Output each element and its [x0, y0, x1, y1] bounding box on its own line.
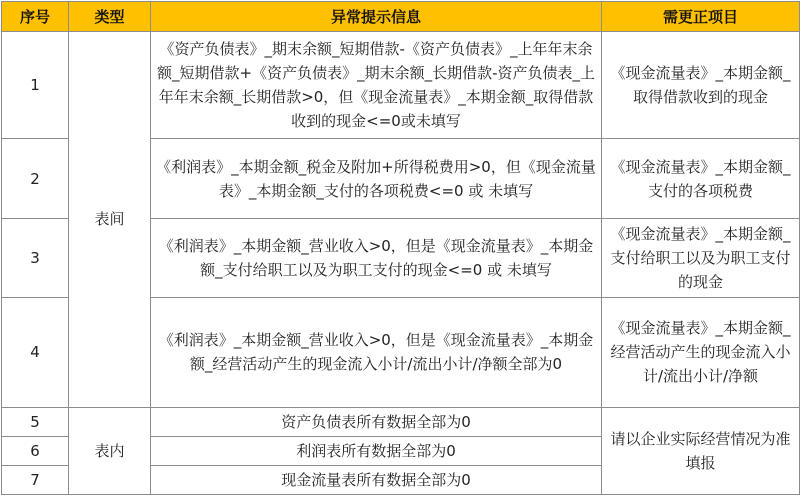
row-message: 《利润表》_本期金额_营业收入>0，但是《现金流量表》_本期金额_经营活动产生的现金流入小计/流出小计/净额全部为0: [151, 298, 602, 407]
row-message: 利润表所有数据全部为0: [151, 436, 602, 465]
row-message: 现金流量表所有数据全部为0: [151, 465, 602, 494]
row-fix-item: 《现金流量表》_本期金额_支付的各项税费: [602, 139, 800, 218]
row-seq: 6: [2, 436, 69, 465]
row-fix-item: 《现金流量表》_本期金额_支付给职工以及为职工支付的现金: [602, 218, 800, 297]
table-row: [2, 32, 800, 139]
header-message: 异常提示信息: [151, 2, 602, 32]
row-message: 资产负债表所有数据全部为0: [151, 407, 602, 436]
row-seq: 7: [2, 465, 69, 494]
row-message: 《利润表》_本期金额_税金及附加+所得税费用>0，但《现金流量表》_本期金额_支付的各项税费<=0 或 未填写: [151, 139, 602, 218]
row-fix-item: 《现金流量表》_本期金额_经营活动产生的现金流入小计/流出小计/净额: [602, 298, 800, 407]
header-fix-items: 需更正项目: [602, 2, 800, 32]
row-message: 《利润表》_本期金额_营业收入>0，但是《现金流量表》_本期金额_支付给职工以及为职工支付的现金<=0 或 未填写: [151, 218, 602, 297]
row-seq: 1: [2, 32, 69, 139]
header-row: [2, 2, 800, 32]
row-seq: 4: [2, 298, 69, 407]
validation-rules-table: [1, 1, 800, 495]
row-fix-item: 《现金流量表》_本期金额_取得借款收到的现金: [602, 32, 800, 139]
group-type-between: 表间: [69, 32, 151, 408]
header-seq: 序号: [2, 2, 69, 32]
row-message: 《资产负债表》_期末余额_短期借款-《资产负债表》_上年年末余额_短期借款+《资产负债表》_期末余额_长期借款-资产负债表_上年年末余额_长期借款>0，但《现金流量表》_本期金额_取得借款收到的现金<=0或未填写: [151, 32, 602, 139]
header-type: 类型: [69, 2, 151, 32]
row-seq: 2: [2, 139, 69, 218]
row-seq: 5: [2, 407, 69, 436]
within-fix-item: 请以企业实际经营情况为准填报: [602, 407, 800, 494]
group-type-within: 表内: [69, 407, 151, 494]
row-seq: 3: [2, 218, 69, 297]
table-row: [2, 407, 800, 436]
